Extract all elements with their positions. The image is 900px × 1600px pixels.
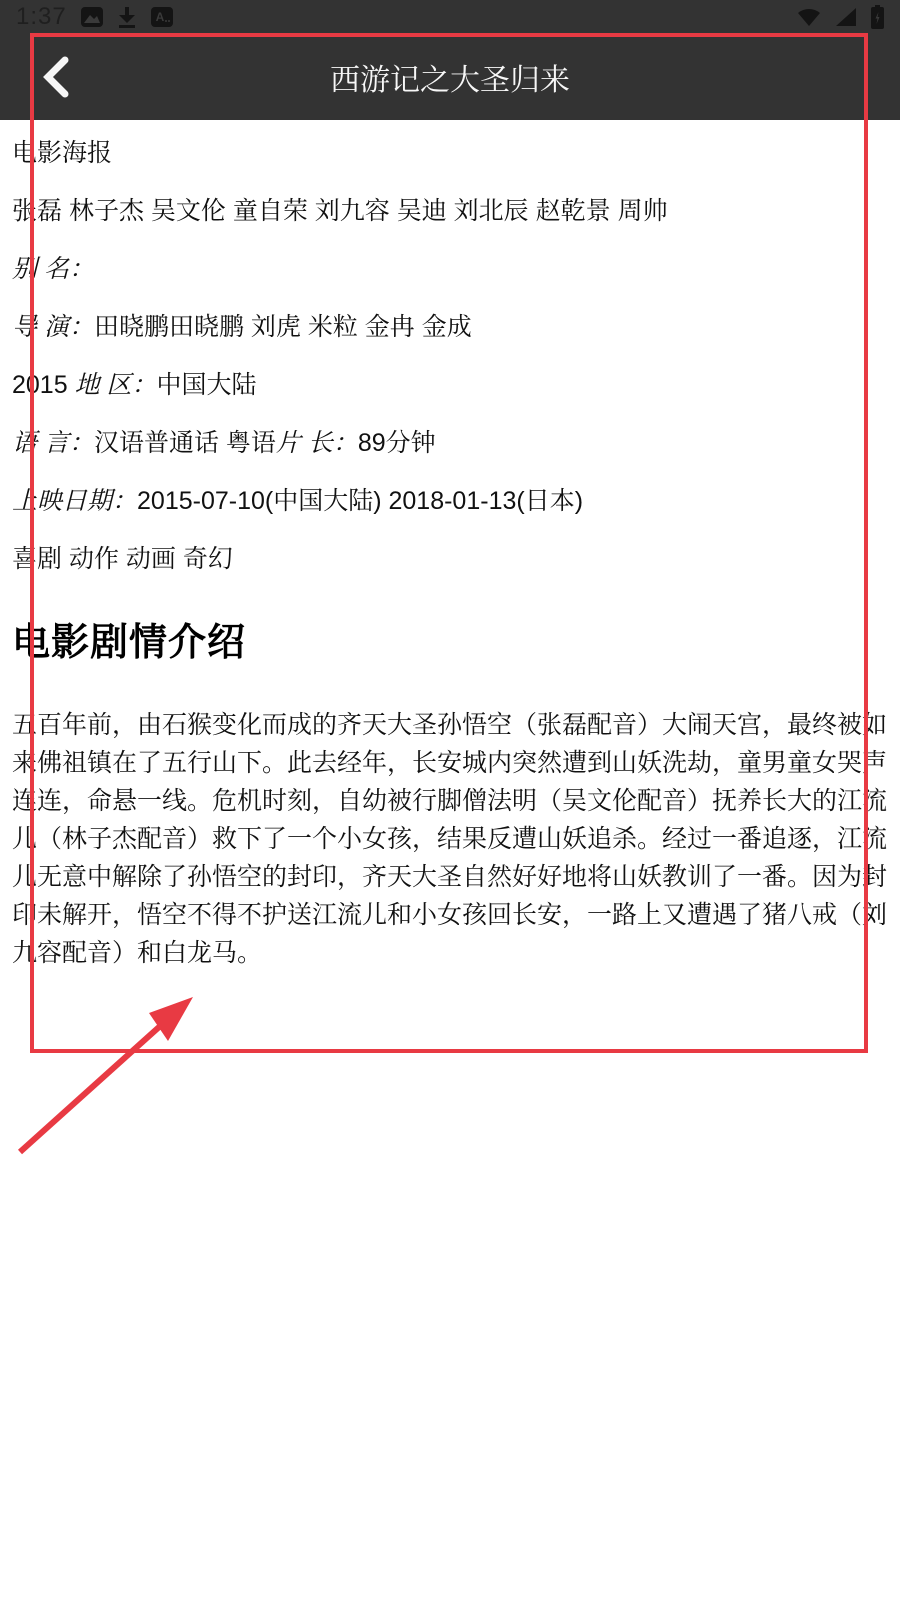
wifi-icon <box>797 7 821 27</box>
duration-value: 89分钟 <box>357 429 436 457</box>
poster-alt-text: 电影海报 <box>12 139 113 167</box>
app-header <box>0 34 900 120</box>
status-bar-left <box>16 3 173 31</box>
cellular-signal-icon <box>835 7 857 27</box>
region-value: 中国大陆 <box>156 371 257 399</box>
content-scroll-area[interactable] <box>0 120 900 992</box>
image-icon <box>81 6 103 28</box>
release-label: 上映日期： <box>12 487 138 515</box>
alias-label: 别 名： <box>12 255 94 283</box>
status-bar <box>0 0 900 34</box>
genres-line: 喜剧 动作 动画 奇幻 <box>12 545 233 573</box>
alias-line <box>12 250 888 288</box>
synopsis-heading: 电影剧情介绍 <box>12 622 247 664</box>
duration-label: 片 长： <box>275 429 358 457</box>
release-value: 2015-07-10(中国大陆) 2018-01-13(日本) <box>137 487 584 515</box>
language-duration-line <box>12 424 888 462</box>
back-button[interactable] <box>26 34 86 120</box>
synopsis-paragraph: 五百年前，由石猴变化而成的齐天大圣孙悟空（张磊配音）大闹天宫，最终被如来佛祖镇在了五行山下。此去经年，长安城内突然遭到山妖洗劫，童男童女哭声连连，命悬一线。危机时刻，自幼被行脚僧法明（吴文伦配音）抚养长大的江流儿（林子杰配音）救下了一个小女孩，结果反遭山妖追杀。经过一番追逐，江流儿无意中解除了孙悟空的封印，齐天大圣自然好好地将山妖教训了一番。因为封印未解开，悟空不得不护送江流儿和小女孩回长安，一路上又遭遇了猪八戒（刘九容配音）和白龙马。 <box>12 711 888 967</box>
director-line <box>12 308 888 346</box>
battery-charging-icon <box>871 5 884 29</box>
back-chevron-icon <box>42 56 70 98</box>
page-title: 西游记之大圣归来 <box>330 64 570 97</box>
letter-a-icon <box>151 6 173 28</box>
download-icon <box>117 6 137 28</box>
svg-text:A: A <box>155 10 165 24</box>
status-time: 1:37 <box>16 3 67 30</box>
status-bar-right <box>797 5 884 29</box>
top-bar <box>0 0 900 120</box>
director-value: 田晓鹏田晓鹏 刘虎 米粒 金冉 金成 <box>93 313 472 341</box>
director-label: 导 演： <box>12 313 94 341</box>
release-date-line <box>12 482 888 520</box>
language-value: 汉语普通话 粤语 <box>93 429 276 457</box>
cast-line: 张磊 林子杰 吴文伦 童自荣 刘九容 吴迪 刘北辰 赵乾景 周帅 <box>12 197 668 225</box>
year-value: 2015 <box>12 371 75 399</box>
year-region-line <box>12 366 888 404</box>
language-label: 语 言： <box>12 429 94 457</box>
region-label: 地 区： <box>74 371 157 399</box>
